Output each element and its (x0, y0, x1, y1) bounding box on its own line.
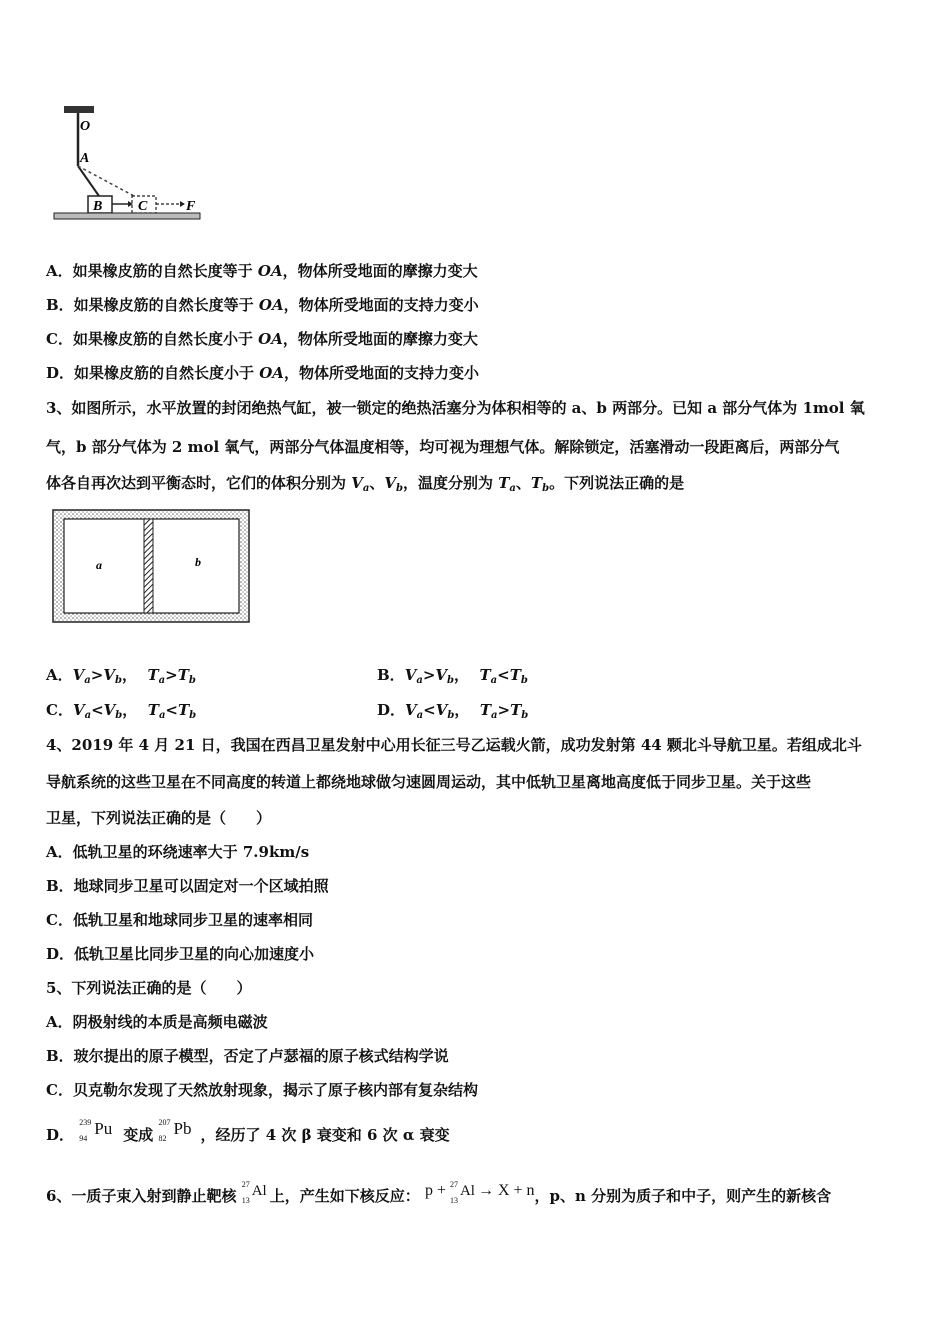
label-C: C (138, 199, 148, 214)
rubber-band-lower (78, 166, 99, 196)
q2-option-a: A．如果橡皮筋的自然长度等于 OA，物体所受地面的摩擦力变大 (46, 262, 478, 280)
cylinder-figure (52, 509, 252, 624)
q6-stem-line1: 6、一质子束入射到静止靶核 27 13 Al 上，产生如下核反应： p + 27 13 Al → X + n，p、n 分别为质子和中子，则产生的新核含 (46, 1180, 832, 1205)
q5-option-a: A．阴极射线的本质是高频电磁波 (46, 1013, 268, 1031)
ground (54, 213, 200, 219)
q2-option-c: C．如果橡皮筋的自然长度小于 OA，物体所受地面的摩擦力变大 (46, 330, 478, 348)
q3-option-b: B．$V_a>V_b$， $T_a<T_b$ (377, 666, 528, 686)
piston (144, 519, 153, 613)
dashed-band (78, 166, 134, 196)
label-A: A (80, 151, 90, 166)
q4-option-d: D．低轨卫星比同步卫星的向心加速度小 (46, 945, 315, 963)
q4-option-b: B．地球同步卫星可以固定对一个区域拍照 (46, 877, 329, 895)
gas-b-label: b (195, 555, 201, 569)
nuclide-pu: 239 94 Pu (79, 1118, 113, 1143)
force-arrowhead-F (180, 201, 185, 207)
label-B: B (93, 199, 103, 214)
q3-stem-line3: 体各自再次达到平衡态时，它们的体积分别为 $V_a$、$V_b$，温度分别为 $T_a$、$T_b$。下列说法正确的是 (46, 474, 685, 494)
q2-option-b: B．如果橡皮筋的自然长度等于 OA，物体所受地面的支持力变小 (46, 296, 479, 314)
q3-option-c: C．$V_a<V_b$， $T_a<T_b$ (46, 701, 197, 721)
nuclear-reaction-equation: p + 27 13 Al → X + n (424, 1180, 535, 1205)
q3-stem-line1: 3、如图所示，水平放置的封闭绝热气缸，被一锁定的绝热活塞分为体积相等的 a、b 两部分。已知 a 部分气体为 1mol 氧 (46, 399, 865, 417)
label-F: F (186, 199, 196, 214)
q5-option-c: C．贝克勒尔发现了天然放射现象，揭示了原子核内部有复杂结构 (46, 1081, 478, 1099)
gas-a-label: a (96, 558, 102, 572)
q5-option-d: D． 239 94 Pu 变成 207 82 Pb ，经历了 4 次 β 衰变和 6 次 α 衰变 (46, 1118, 450, 1144)
ceiling-mount (64, 106, 94, 113)
label-O: O (80, 119, 91, 134)
q4-stem-line1: 4、2019 年 4 月 21 日，我国在西昌卫星发射中心用长征三号乙运载火箭，成功发射第 44 颗北斗导航卫星。若组成北斗 (46, 736, 862, 754)
rubber-band-figure (52, 100, 202, 225)
q3-option-d: D．$V_a<V_b$， $T_a>T_b$ (377, 701, 529, 721)
q4-option-c: C．低轨卫星和地球同步卫星的速率相同 (46, 911, 313, 929)
q5-option-b: B．玻尔提出的原子模型，否定了卢瑟福的原子核式结构学说 (46, 1047, 449, 1065)
q3-stem-line2: 气，b 部分气体为 2 mol 氧气，两部分气体温度相等，均可视为理想气体。解除锁定，活塞滑动一段距离后，两部分气 (46, 438, 840, 456)
q2-option-d: D．如果橡皮筋的自然长度小于 OA，物体所受地面的支持力变小 (46, 364, 479, 382)
q4-stem-line3: 卫星，下列说法正确的是（ ） (46, 809, 272, 827)
nuclide-pb: 207 82 Pb (158, 1118, 192, 1143)
q4-option-a: A．低轨卫星的环绕速率大于 7.9km/s (46, 843, 310, 861)
q5-stem: 5、下列说法正确的是（ ） (46, 979, 252, 997)
nuclide-al-target: 27 13 Al (241, 1180, 267, 1205)
nuclide-al-reaction: 27 13 Al (449, 1180, 475, 1205)
q3-option-a: A．$V_a>V_b$， $T_a>T_b$ (46, 666, 196, 686)
q4-stem-line2: 导航系统的这些卫星在不同高度的转道上都绕地球做匀速圆周运动，其中低轨卫星离地高度低于同步卫星。关于这些 (46, 773, 812, 791)
